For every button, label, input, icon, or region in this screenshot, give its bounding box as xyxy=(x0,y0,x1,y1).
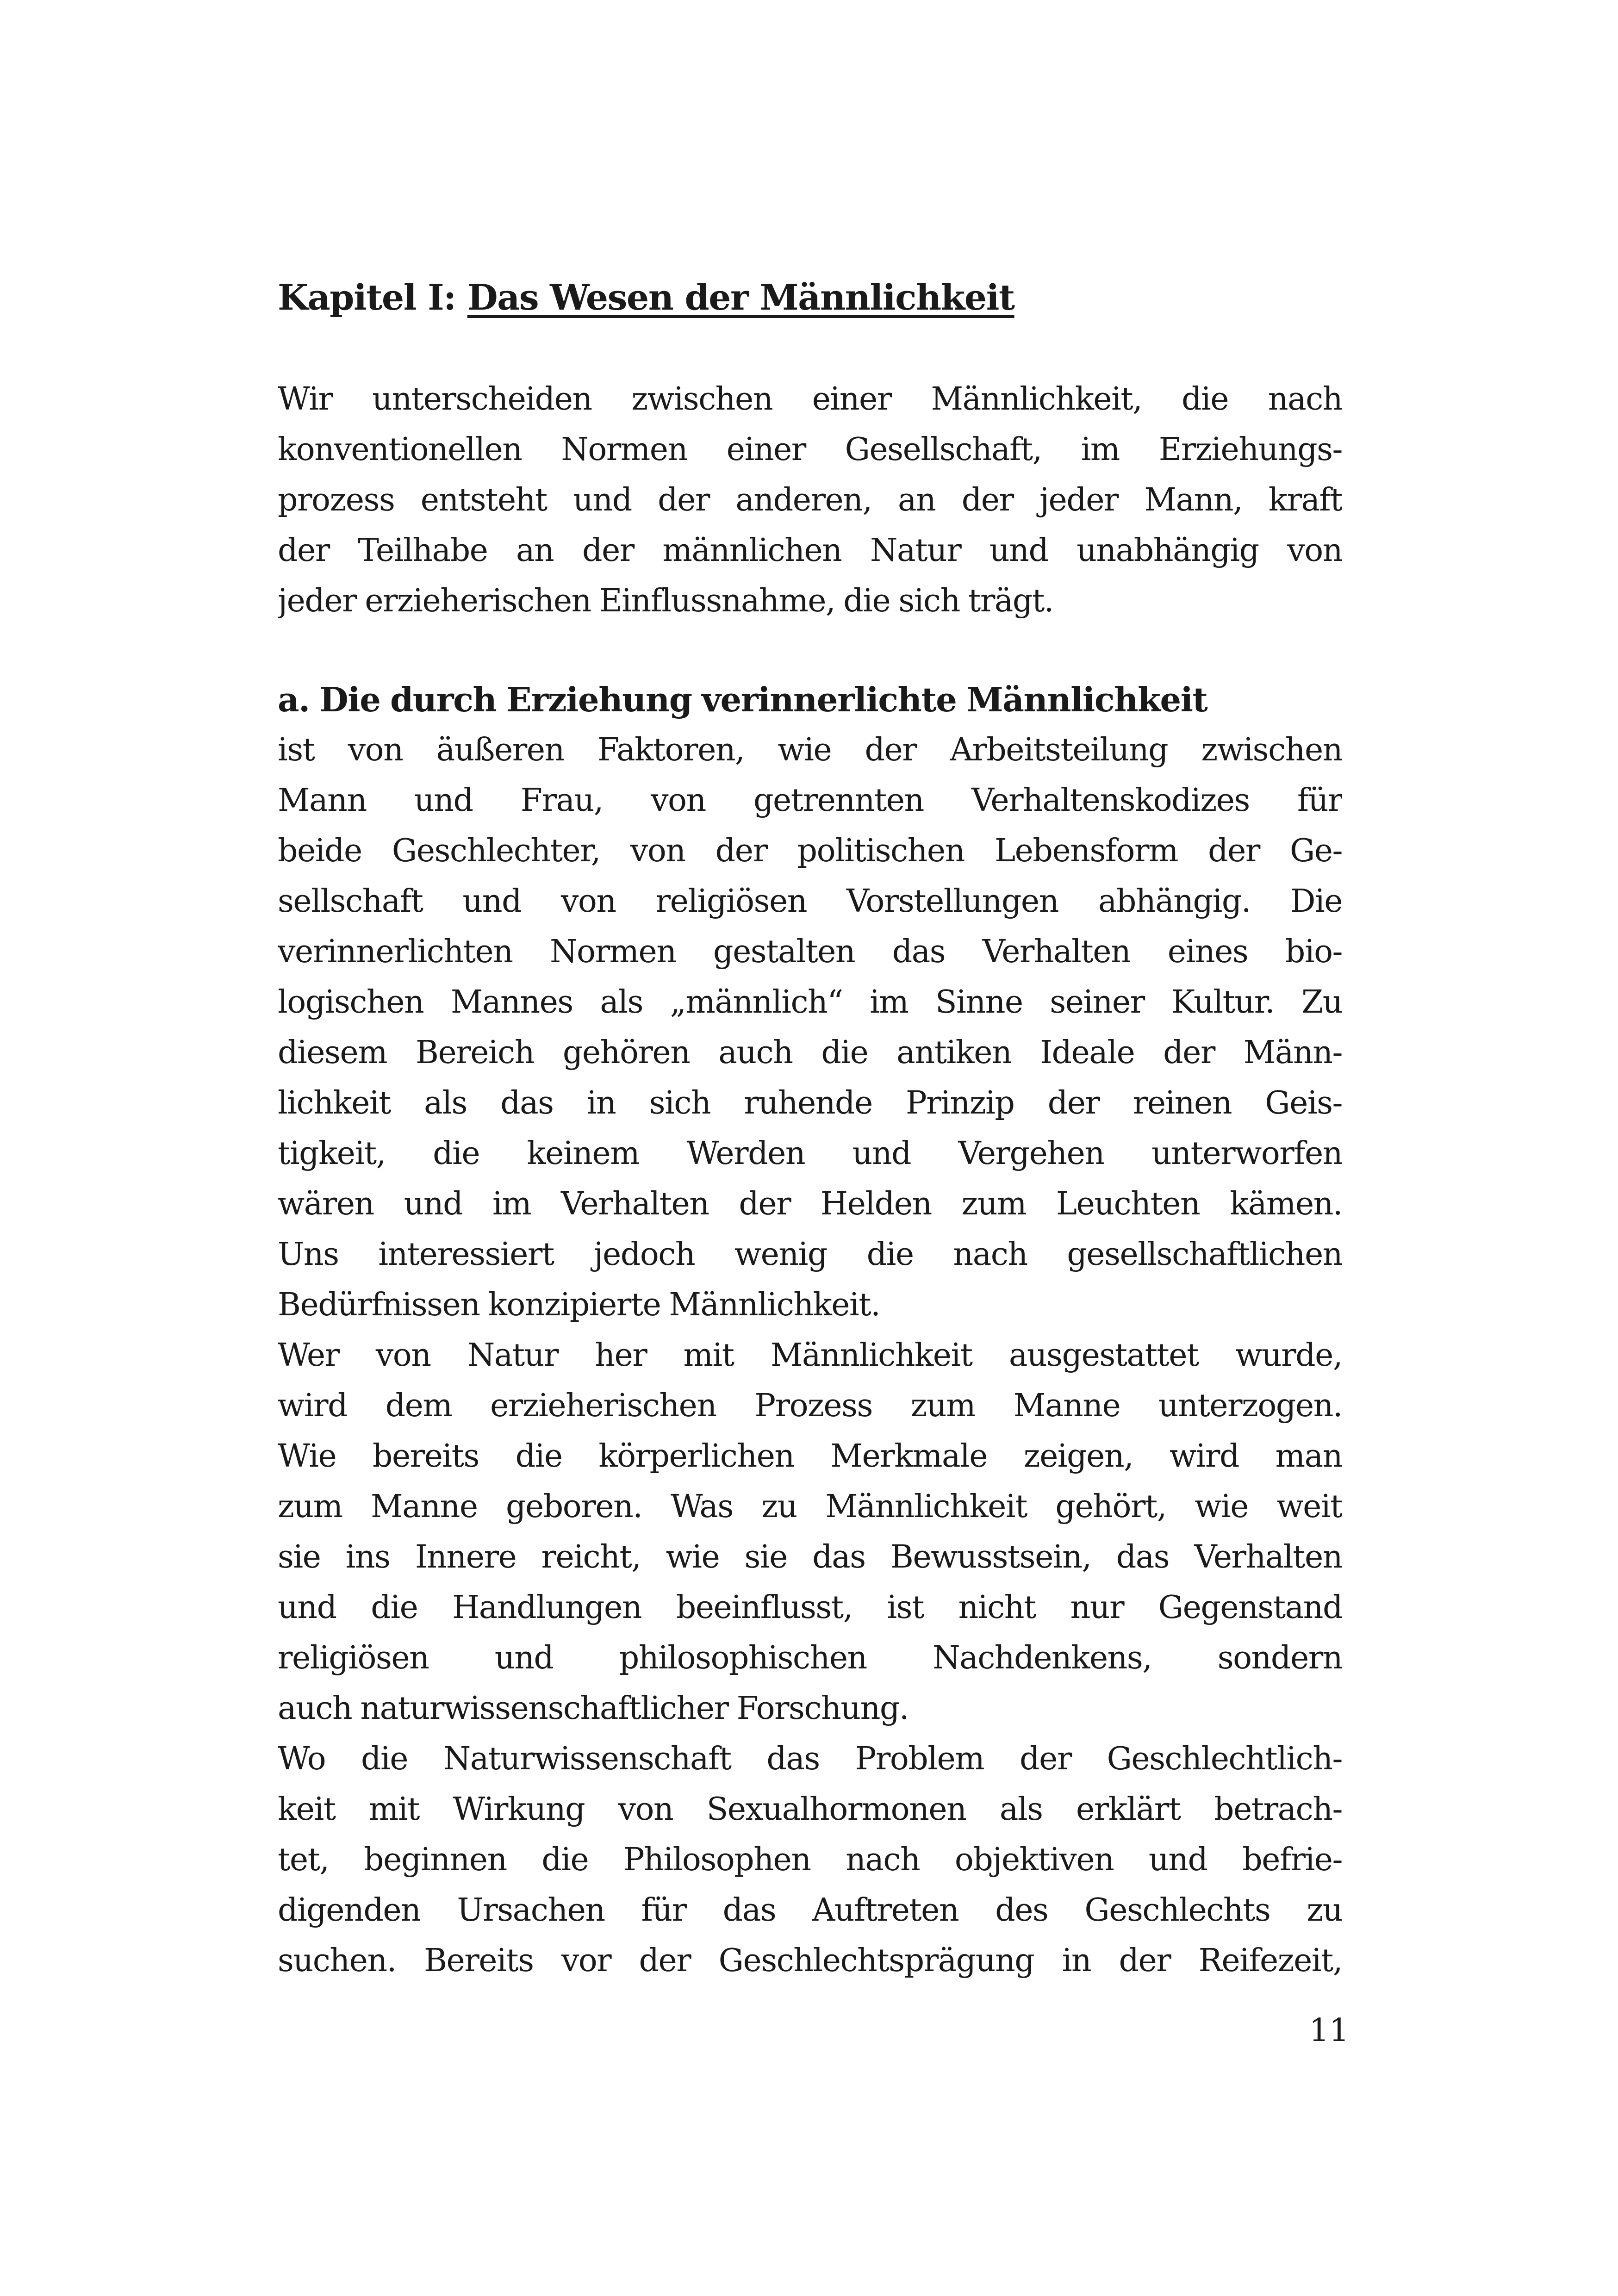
text-line: lichkeit als das in sich ruhende Prinzip der reinen Geis- xyxy=(278,1085,1342,1121)
text-line: wären und im Verhalten der Helden zum Leuchten kämen. xyxy=(278,1186,1342,1222)
text-line: Wo die Naturwissenschaft das Problem der Geschlechtlich- xyxy=(278,1741,1342,1777)
text-line: wird dem erzieherischen Prozess zum Manne unterzogen. xyxy=(278,1388,1342,1424)
text-line: auch naturwissenschaftlicher Forschung. xyxy=(278,1690,909,1727)
text-line: ist von äußeren Faktoren, wie der Arbeitsteilung zwischen xyxy=(278,732,1342,768)
text-line: Bedürfnissen konzipierte Männlichkeit. xyxy=(278,1287,880,1323)
text-line: Uns interessiert jedoch wenig die nach gesellschaftlichen xyxy=(278,1236,1342,1273)
section-a xyxy=(278,674,1342,1986)
section-heading: a. Die durch Erziehung verinnerlichte Männlichkeit xyxy=(278,680,1207,719)
intro-paragraph xyxy=(278,374,1342,626)
chapter-label: Kapitel I xyxy=(278,277,444,318)
text-line: Wer von Natur her mit Männlichkeit ausgestattet wurde, xyxy=(278,1337,1342,1374)
text-line: keit mit Wirkung von Sexualhormonen als erklärt betrach- xyxy=(278,1791,1342,1828)
text-line: suchen. Bereits vor der Geschlechtsprägung in der Reifezeit, xyxy=(278,1942,1342,1979)
text-line: religiösen und philosophischen Nachdenkens, sondern xyxy=(278,1640,1342,1676)
page-number: 11 xyxy=(1309,2012,1349,2049)
text-line: Wie bereits die körperlichen Merkmale zeigen, wird man xyxy=(278,1438,1342,1475)
chapter-heading xyxy=(278,272,1342,323)
text-line: logischen Mannes als „männlich“ im Sinne seiner Kultur. Zu xyxy=(278,984,1342,1020)
text-line: sie ins Innere reicht, wie sie das Bewusstsein, das Verhalten xyxy=(278,1539,1342,1575)
text-line: beide Geschlechter, von der politischen Lebensform der Ge- xyxy=(278,833,1342,869)
text-line: Wir unterscheiden zwischen einer Männlichkeit, die nach xyxy=(278,381,1342,417)
text-line: jeder erzieherischen Einflussnahme, die sich trägt. xyxy=(278,583,1053,619)
text-line: Mann und Frau, von getrennten Verhaltenskodizes für xyxy=(278,782,1342,819)
text-line: verinnerlichten Normen gestalten das Verhalten eines bio- xyxy=(278,933,1342,970)
text-line: zum Manne geboren. Was zu Männlichkeit gehört, wie weit xyxy=(278,1488,1342,1525)
text-line: sellschaft und von religiösen Vorstellungen abhängig. Die xyxy=(278,883,1342,920)
text-line: digenden Ursachen für das Auftreten des Geschlechts zu xyxy=(278,1892,1342,1929)
chapter-title: Das Wesen der Männlichkeit xyxy=(467,277,1014,318)
text-line: tigkeit, die keinem Werden und Vergehen unterworfen xyxy=(278,1135,1342,1172)
chapter-separator: : xyxy=(443,277,456,318)
text-line: konventionellen Normen einer Gesellschaft, im Erziehungs- xyxy=(278,431,1342,468)
text-line: prozess entsteht und der anderen, an der jeder Mann, kraft xyxy=(278,482,1342,518)
text-line: der Teilhabe an der männlichen Natur und unabhängig von xyxy=(278,532,1342,569)
text-line: tet, beginnen die Philosophen nach objektiven und befrie- xyxy=(278,1842,1342,1878)
text-line: und die Handlungen beeinflusst, ist nicht nur Gegenstand xyxy=(278,1589,1342,1626)
text-line: diesem Bereich gehören auch die antiken Ideale der Männ- xyxy=(278,1034,1342,1071)
